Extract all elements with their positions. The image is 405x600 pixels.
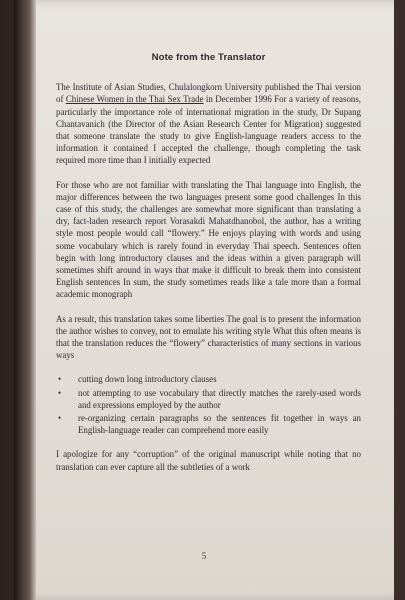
paragraph-1 [56, 81, 361, 166]
paragraph-2: For those who are not familiar with translating the Thai language into English, the major differences between the two languages present some good challenges In this case of this study, the challenges are somewhat more significant than translating a dry, fact-laden research report Vorasakdi Mahatdhanobol, the author, has a writing style most people would call “flowery.” He enjoys playing with words and using some vocabulary which is rarely found in everyday Thai speech. Sentences often begin with long introductory clauses and the ideas within a given paragraph will sometimes shift around in ways that make it difficult to break them into consistent English sentences In sum, the study sometimes reads like a tale more than a formal academic monograph [56, 179, 361, 300]
bullet-item [56, 387, 361, 411]
closing-paragraph: I apologize for any “corruption” of the original manuscript while noting that no translation can ever capture all the subtleties of a work [56, 449, 361, 472]
page-title: Note from the Translator [151, 52, 266, 63]
bullet-text: re-organizing certain paragraphs so the sentences fit together in ways an English-language reader can comprehend more easily [78, 413, 361, 436]
bullet-item [56, 373, 361, 385]
bullet-text: not attempting to use vocabulary that directly matches the rarely-used words and expressions employed by the author [78, 387, 361, 410]
bullet-text: cutting down long introductory clauses [78, 374, 217, 385]
bullet-icon: • [58, 374, 62, 385]
book-title-underlined: Chinese Women in the Thai Sex Trade [65, 94, 204, 105]
bullet-icon: • [58, 387, 62, 398]
bullet-list [56, 373, 361, 436]
paragraph-3: As a result, this translation takes some liberties The goal is to present the information the author wishes to convey, not to emulate his writing style What this often means is that the translation reduces the “flowery” characteristics of many sections in various ways [56, 313, 361, 361]
page-content [56, 52, 361, 485]
bullet-icon: • [58, 413, 62, 424]
spine-shadow [14, 0, 36, 600]
paragraph-1-rest: in December 1996 For a variety of reasons, particularly the importance role of international migration in the study, Dr Supang Chantavanich (the Director of the Asian Research Center for Migration) suggested that someone translate the study to give English-language readers access to the information it contained I accepted the challenge, though completing the task required more time than I initially expected [56, 94, 361, 166]
paragraph-1-lead: The Institute of Asian Studies, Chulalongkorn University published the Thai version of [56, 82, 361, 105]
page-number: 5 [201, 551, 207, 561]
bullet-item [56, 412, 361, 436]
book-page [14, 0, 394, 600]
